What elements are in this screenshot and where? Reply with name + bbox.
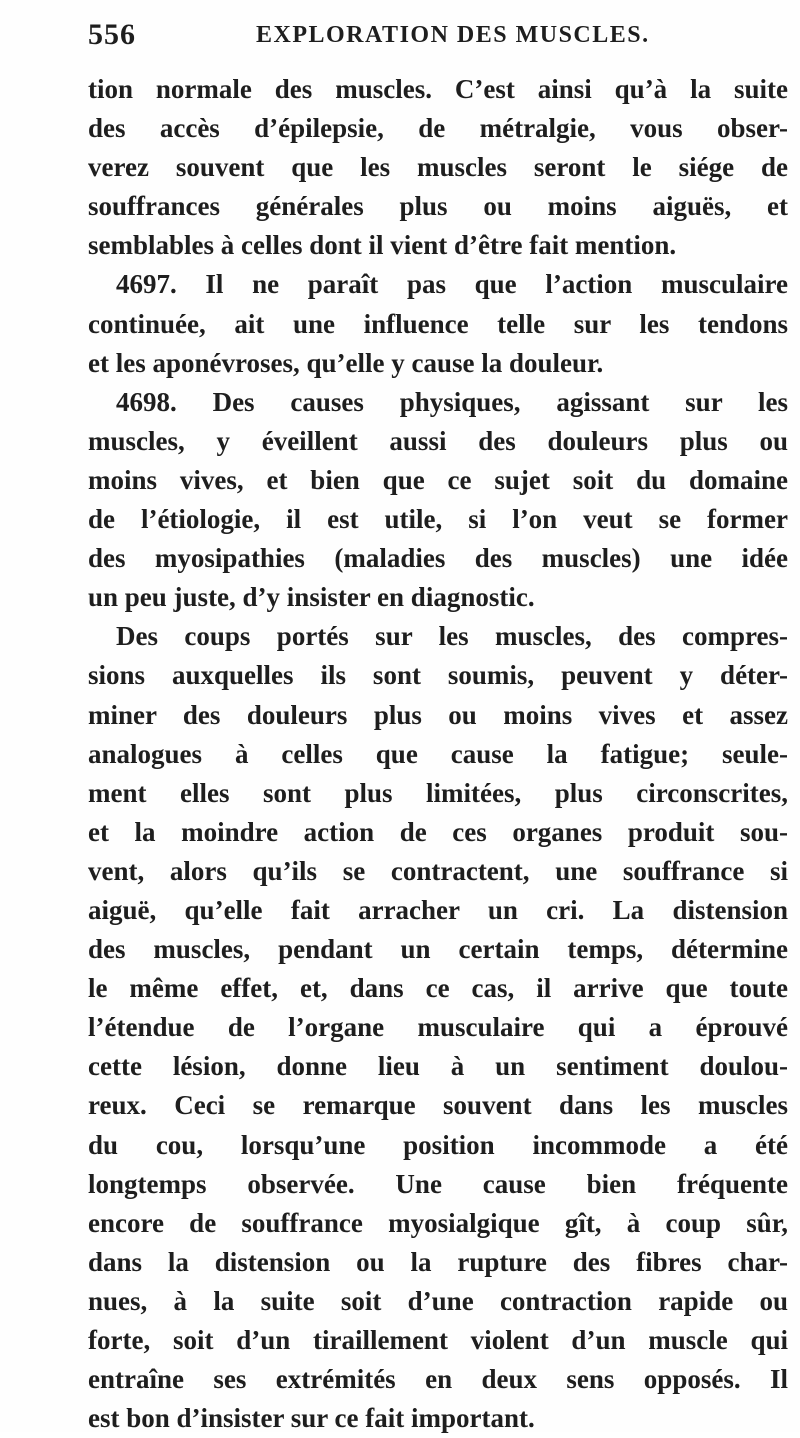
text-line: verez souvent que les muscles seront le siége de [88,152,788,183]
text-line: encore de souffrance myosialgique gît, à coup sûr, [88,1207,788,1238]
running-title: EXPLORATION DES MUSCLES. [256,22,650,48]
paragraph-start: Des coups portés sur les muscles, des compres- [116,621,788,652]
text-line: miner des douleurs plus ou moins vives et assez [88,699,788,730]
text-line: semblables à celles dont il vient d’être fait mention. [88,230,677,261]
text-line: nues, à la suite soit d’une contraction rapide ou [88,1285,788,1316]
body-text [88,70,788,1438]
paragraph-4697-start: 4697. Il ne paraît pas que l’action musculaire [116,269,788,300]
text-line: tion normale des muscles. C’est ainsi qu’à la suite [88,74,788,104]
text-line: le même effet, et, dans ce cas, il arrive que toute [88,973,788,1004]
text-line: dans la distension ou la rupture des fibres char- [88,1246,788,1277]
text-line: entraîne ses extrémités en deux sens opposés. Il [88,1364,788,1395]
text-line: de l’étiologie, il est utile, si l’on veut se former [88,504,788,535]
text-line: cette lésion, donne lieu à un sentiment doulou- [88,1051,788,1082]
text-line: reux. Ceci se remarque souvent dans les muscles [88,1090,788,1121]
text-line: des muscles, pendant un certain temps, détermine [88,934,788,965]
text-line: continuée, ait une influence telle sur les tendons [88,308,788,339]
page-number: 556 [88,18,136,51]
text-line: un peu juste, d’y insister en diagnostic. [88,582,535,613]
text-line: sions auxquelles ils sont soumis, peuvent y déter- [88,660,788,691]
text-line: l’étendue de l’organe musculaire qui a éprouvé [88,1012,788,1043]
text-line: analogues à celles que cause la fatigue; seule- [88,738,788,769]
text-line: forte, soit d’un tiraillement violent d’un muscle qui [88,1325,788,1355]
text-line: muscles, y éveillent aussi des douleurs plus ou [88,425,788,456]
text-line: ment elles sont plus limitées, plus circonscrites, [88,777,788,808]
running-header [88,18,788,58]
text-line: vent, alors qu’ils se contractent, une souffrance si [88,855,788,886]
text-line: est bon d’insister sur ce fait important. [88,1403,535,1434]
text-line: souffrances générales plus ou moins aiguës, et [88,191,788,222]
text-line: moins vives, et bien que ce sujet soit du domaine [88,464,788,495]
text-line: des myosipathies (maladies des muscles) une idée [88,543,788,574]
text-line: du cou, lorsqu’une position incommode a été [88,1129,788,1160]
text-line: des accès d’épilepsie, de métralgie, vous obser- [88,113,788,144]
text-line: aiguë, qu’elle fait arracher un cri. La distension [88,894,788,925]
text-line: et la moindre action de ces organes produit sou- [88,816,788,847]
text-line: longtemps observée. Une cause bien fréquente [88,1168,788,1199]
paragraph-4698-start: 4698. Des causes physiques, agissant sur les [116,386,788,417]
text-line: et les aponévroses, qu’elle y cause la douleur. [88,347,604,378]
